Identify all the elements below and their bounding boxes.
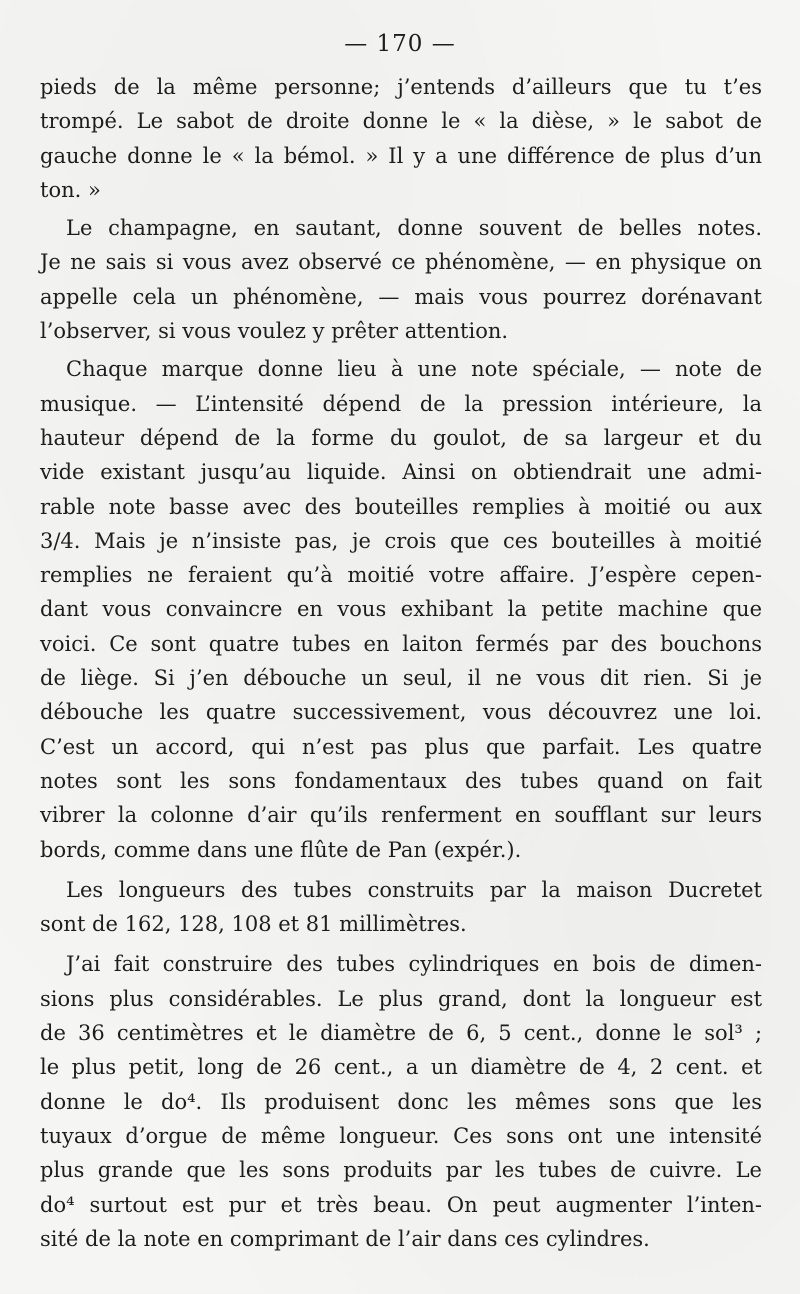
text-line: voici. Ce sont quatre tubes en laiton fermés par des bouchons: [40, 631, 762, 656]
text-line: do⁴ surtout est pur et très beau. On peut augmenter l’inten-: [40, 1192, 762, 1217]
text-line: notes sont les sons fondamentaux des tubes quand on fait: [40, 768, 763, 793]
page-number: — 170 —: [344, 31, 456, 57]
text-line: pieds de la même personne; j’entends d’ailleurs que tu t’es: [40, 75, 762, 99]
text-line: le plus petit, long de 26 cent., a un diamètre de 4, 2 cent. et: [40, 1055, 762, 1080]
text-line: gauche donne le « la bémol. » Il y a une différence de plus d’un: [40, 143, 762, 168]
text-line: dant vous convaincre en vous exhibant la petite machine que: [40, 597, 762, 622]
text-line: sont de 162, 128, 108 et 81 millimètres.: [40, 912, 467, 937]
text-line: plus grande que les sons produits par les tubes de cuivre. Le: [40, 1158, 762, 1183]
paragraph-4: [40, 873, 762, 942]
text-line: rable note basse avec des bouteilles remplies à moitié ou aux: [40, 494, 763, 519]
text-line: musique. — L’intensité dépend de la pression intérieure, la: [40, 391, 763, 416]
text-line: Le champagne, en sautant, donne souvent de belles notes.: [66, 216, 762, 241]
text-line: ton. »: [40, 177, 101, 202]
text-line: sité de la note en comprimant de l’air dans ces cylindres.: [40, 1226, 650, 1251]
text-line: débouche les quatre successivement, vous découvrez une loi.: [40, 700, 763, 725]
text-line: sions plus considérables. Le plus grand, dont la longueur est: [40, 986, 763, 1011]
text-line: vide existant jusqu’au liquide. Ainsi on obtiendrait une admi-: [40, 460, 763, 485]
text-line: bords, comme dans une flûte de Pan (expér.).: [40, 837, 522, 862]
text-line: l’observer, si vous voulez y prêter attention.: [40, 319, 509, 344]
paragraph-5: [40, 947, 762, 1256]
text-line: Je ne sais si vous avez observé ce phénomène, — en physique on: [40, 250, 762, 275]
text-line: donne le do⁴. Ils produisent donc les mêmes sons que les: [40, 1089, 762, 1114]
text-line: vibrer la colonne d’air qu’ils renferment en soufflant sur leurs: [40, 803, 763, 828]
text-line: de liège. Si j’en débouche un seul, il ne vous dit rien. Si je: [40, 666, 763, 691]
paragraph-3: [40, 352, 762, 866]
text-line: J’ai fait construire des tubes cylindriques en bois de dimen-: [66, 952, 762, 977]
paragraph-1: [40, 70, 762, 207]
body-text: [40, 70, 762, 1256]
text-line: trompé. Le sabot de droite donne le « la dièse, » le sabot de: [40, 109, 763, 134]
text-line: Les longueurs des tubes construits par la maison Ducretet: [66, 877, 762, 902]
text-line: Chaque marque donne lieu à une note spéciale, — note de: [66, 357, 762, 382]
text-line: C’est un accord, qui n’est pas plus que parfait. Les quatre: [40, 734, 763, 759]
text-line: hauteur dépend de la forme du goulot, de sa largeur et du: [40, 425, 763, 450]
paragraph-2: [40, 211, 762, 348]
text-line: tuyaux d’orgue de même longueur. Ces sons ont une intensité: [40, 1123, 763, 1148]
text-line: de 36 centimètres et le diamètre de 6, 5 cent., donne le sol³ ;: [40, 1021, 763, 1046]
text-line: appelle cela un phénomène, — mais vous pourrez dorénavant: [40, 284, 762, 309]
text-line: 3/4. Mais je n’insiste pas, je crois que ces bouteilles à moitié: [40, 528, 763, 553]
text-line: remplies ne feraient qu’à moitié votre affaire. J’espère cepen-: [40, 563, 762, 588]
